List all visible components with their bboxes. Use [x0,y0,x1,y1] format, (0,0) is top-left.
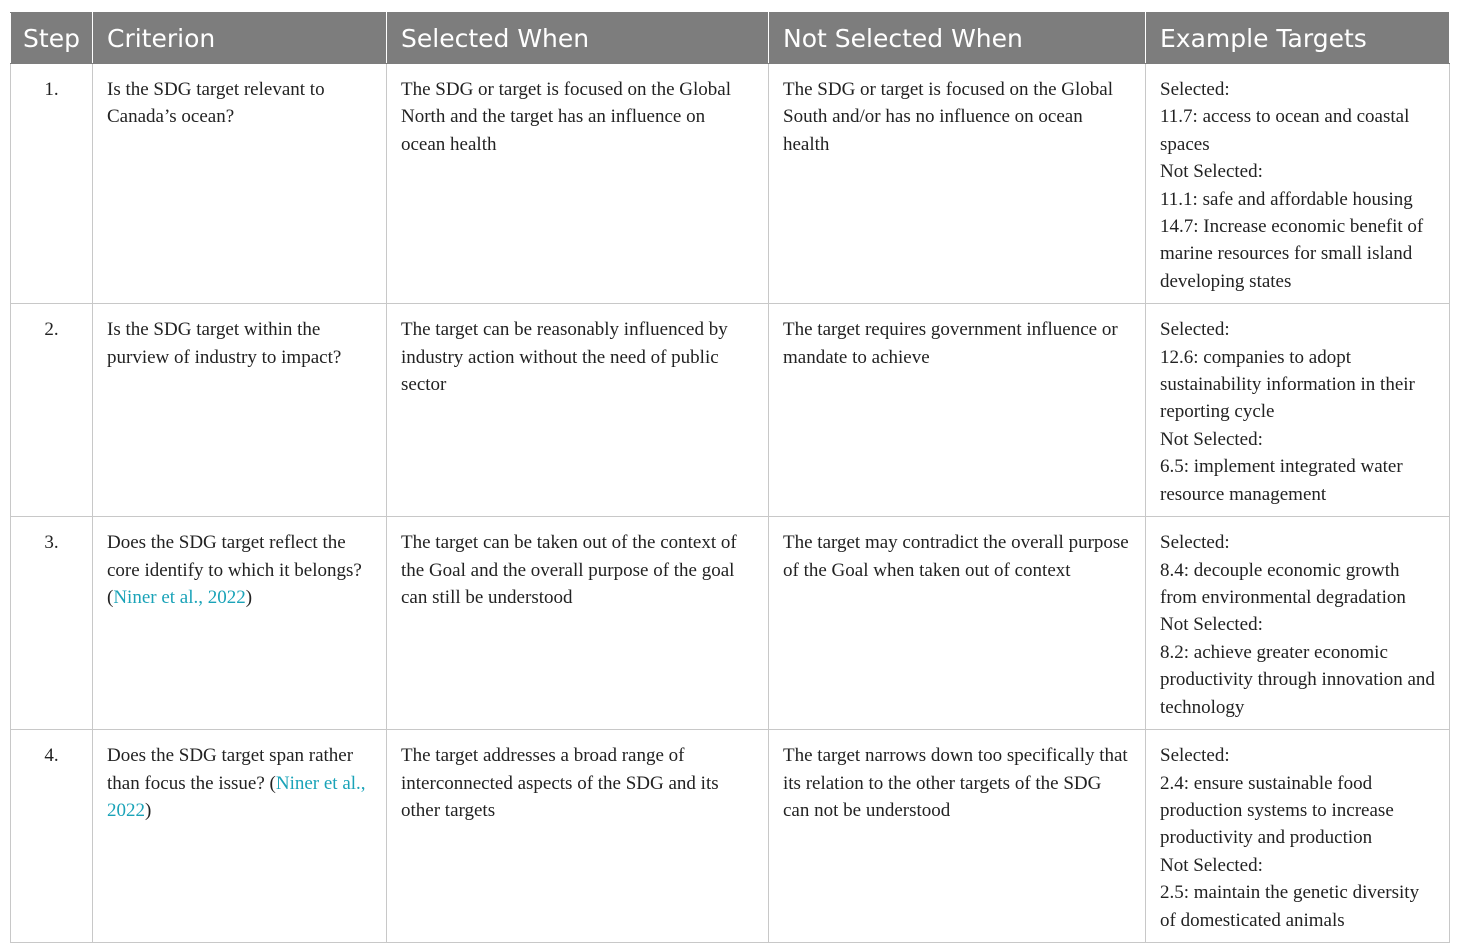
example-line: Selected: [1160,319,1230,341]
header-criterion: Criterion [93,13,387,64]
selected-when-cell: The target can be reasonably influenced by industry action without the need of public sector [387,304,769,517]
table-body [11,64,1450,943]
not-selected-when-cell: The target narrows down too specifically that its relation to the other targets of the SDG can not be understood [769,730,1146,943]
step-cell: 1. [11,64,93,304]
example-line: Not Selected: [1160,428,1263,450]
example-line: 8.2: achieve greater economic productivity through innovation and technology [1160,641,1435,718]
criterion-text: Does the SDG target reflect the core identify to which it belongs? ( [107,532,362,609]
criteria-table [10,12,1450,943]
header-step: Step [11,13,93,64]
header-not-selected-when: Not Selected When [769,13,1146,64]
example-targets-cell [1146,517,1450,730]
example-line: 2.5: maintain the genetic diversity of domesticated animals [1160,882,1420,931]
example-targets-cell [1146,304,1450,517]
criterion-cell [93,730,387,943]
example-line: 6.5: implement integrated water resource management [1160,456,1403,505]
selected-when-cell: The target can be taken out of the context of the Goal and the overall purpose of the goal can still be understood [387,517,769,730]
example-line: 11.7: access to ocean and coastal spaces [1160,106,1410,155]
criterion-cell: Is the SDG target relevant to Canada’s ocean? [93,64,387,304]
example-line: Selected: [1160,532,1230,554]
citation-link[interactable]: Niner et al., 2022 [107,772,366,822]
step-cell: 2. [11,304,93,517]
header-selected-when: Selected When [387,13,769,64]
example-line: 8.4: decouple economic growth from environmental degradation [1160,559,1406,609]
header-row [11,13,1450,64]
criterion-cell: Is the SDG target within the purview of industry to impact? [93,304,387,517]
example-line: Not Selected: [1160,614,1263,636]
table-row [11,64,1450,304]
example-line: 12.6: companies to adopt sustainability information in their reporting cycle [1160,346,1415,423]
table-row [11,304,1450,517]
table-row [11,517,1450,730]
example-line: Selected: [1160,79,1230,100]
example-line: 2.4: ensure sustainable food production systems to increase productivity and production [1160,772,1394,849]
example-targets-cell [1146,730,1450,943]
table-row [11,730,1450,943]
not-selected-when-cell: The target may contradict the overall purpose of the Goal when taken out of context [769,517,1146,730]
citation-link[interactable]: Niner et al., 2022 [113,587,246,609]
header-example-targets: Example Targets [1146,13,1450,64]
example-line: Not Selected: [1160,854,1263,876]
selected-when-cell: The SDG or target is focused on the Global North and the target has an influence on ocean health [387,64,769,304]
example-targets-cell [1146,64,1450,304]
example-line: 11.1: safe and affordable housing [1160,188,1413,210]
criterion-text: Does the SDG target span rather than focus the issue? ( [107,745,354,794]
selected-when-cell: The target addresses a broad range of interconnected aspects of the SDG and its other targets [387,730,769,943]
step-cell: 4. [11,730,93,943]
criterion-text-end: ) [245,587,253,609]
example-line: Selected: [1160,745,1230,767]
criterion-text-end: ) [145,800,152,822]
criterion-cell [93,517,387,730]
table-header [11,13,1450,64]
not-selected-when-cell: The SDG or target is focused on the Global South and/or has no influence on ocean health [769,64,1146,304]
example-line: 14.7: Increase economic benefit of marine resources for small island developing states [1160,216,1424,292]
not-selected-when-cell: The target requires government influence or mandate to achieve [769,304,1146,517]
example-line: Not Selected: [1160,161,1263,183]
step-cell: 3. [11,517,93,730]
